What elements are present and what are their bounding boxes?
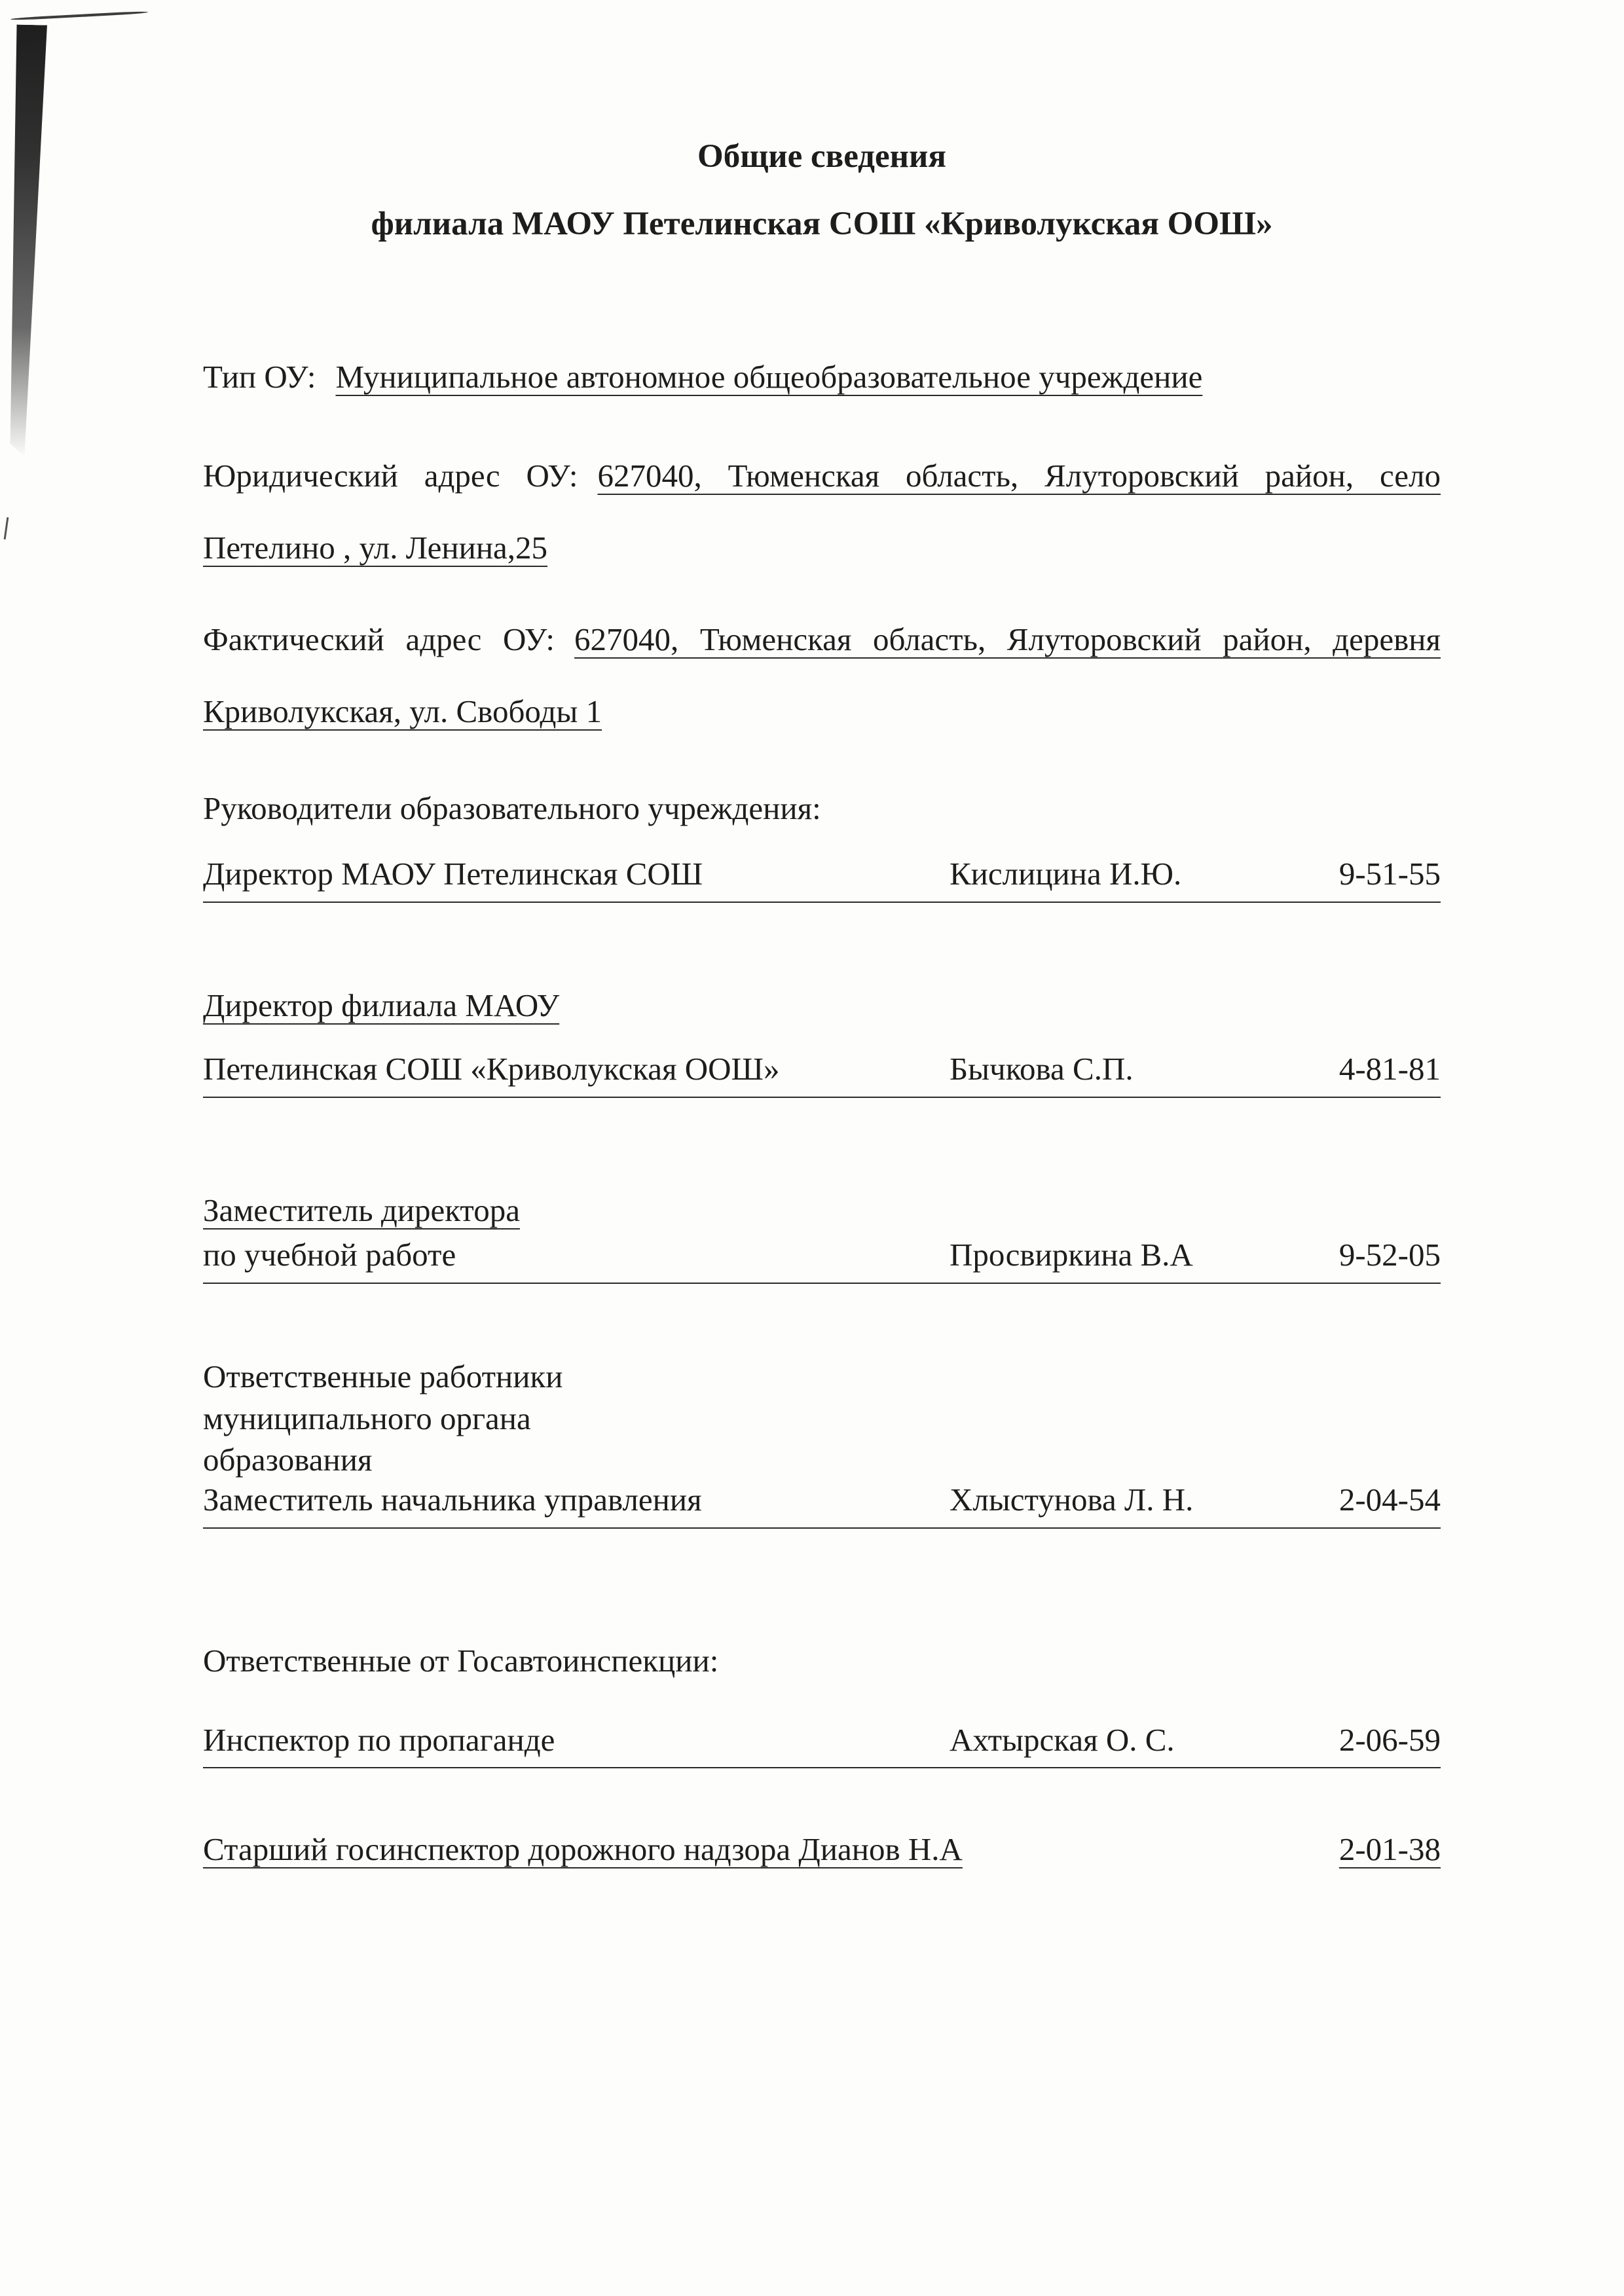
field-label: Тип ОУ: bbox=[203, 359, 316, 395]
municipal-group-line: образования bbox=[203, 1442, 373, 1478]
staff-row-deputy-head bbox=[203, 1481, 1441, 1529]
gai-row-inspector bbox=[203, 1721, 1441, 1769]
field-value: 627040, Тюменская область, Ялуторовский район, деревня Криволукская, ул. Свободы 1 bbox=[203, 621, 1441, 730]
gai-heading: Ответственные от Госавтоинспекции: bbox=[203, 1642, 719, 1679]
position-label: Старший госинспектор дорожного надзора Дианов Н.А bbox=[203, 1831, 963, 1868]
scan-artifact-streak bbox=[5, 24, 52, 457]
position-label: Директор МАОУ Петелинская СОШ bbox=[203, 856, 703, 892]
document-title: Общие сведения bbox=[697, 138, 946, 175]
staff-row-deputy-director bbox=[203, 1236, 1441, 1284]
phone-number: 4-81-81 bbox=[1338, 1050, 1441, 1087]
document-content bbox=[203, 0, 1441, 1869]
position-pre-line bbox=[203, 1190, 1441, 1231]
phone-number: 2-01-38 bbox=[1338, 1831, 1441, 1868]
scan-artifact-tick bbox=[4, 517, 9, 539]
scan-artifact-line bbox=[10, 11, 148, 21]
phone-number: 2-06-59 bbox=[1338, 1721, 1441, 1758]
gai-row-senior-inspector bbox=[203, 1831, 1441, 1869]
person-name: Хлыстунова Л. Н. bbox=[950, 1482, 1194, 1518]
position-label: Заместитель начальника управления bbox=[203, 1482, 702, 1518]
field-label: Фактический адрес ОУ: bbox=[203, 621, 555, 658]
person-name: Бычкова С.П. bbox=[950, 1050, 1134, 1087]
municipal-group-line: Ответственные работники bbox=[203, 1358, 563, 1394]
position-pre-line bbox=[203, 985, 1441, 1027]
municipal-group-line: муниципального органа bbox=[203, 1400, 531, 1436]
staff-row-branch-director bbox=[203, 1050, 1441, 1098]
field-legal-address bbox=[203, 440, 1441, 585]
staff-row-director-maou bbox=[203, 855, 1441, 903]
position-label: Инспектор по пропаганде bbox=[203, 1721, 555, 1758]
phone-number: 9-51-55 bbox=[1338, 856, 1441, 892]
field-label: Юридический адрес ОУ: bbox=[203, 457, 578, 494]
phone-number: 9-52-05 bbox=[1338, 1237, 1441, 1273]
position-pre-text: Заместитель директора bbox=[203, 1192, 520, 1228]
field-actual-address bbox=[203, 604, 1441, 748]
position-pre-text: Директор филиала МАОУ bbox=[203, 987, 560, 1024]
position-label: по учебной работе bbox=[203, 1237, 456, 1273]
document-subtitle: филиала МАОУ Петелинская СОШ «Криволукская ООШ» bbox=[371, 205, 1273, 242]
person-name: Кислицина И.Ю. bbox=[950, 856, 1182, 892]
person-name: Ахтырская О. С. bbox=[950, 1721, 1175, 1758]
field-ou-type bbox=[203, 341, 1441, 413]
field-value: 627040, Тюменская область, Ялуторовский район, село Петелино , ул. Ленина,25 bbox=[203, 457, 1441, 566]
field-value: Муниципальное автономное общеобразовательное учреждение bbox=[335, 359, 1203, 395]
leaders-heading: Руководители образовательного учреждения: bbox=[203, 790, 821, 826]
position-label: Петелинская СОШ «Криволукская ООШ» bbox=[203, 1050, 780, 1087]
phone-number: 2-04-54 bbox=[1338, 1482, 1441, 1518]
person-name: Просвиркина В.А bbox=[950, 1237, 1193, 1273]
